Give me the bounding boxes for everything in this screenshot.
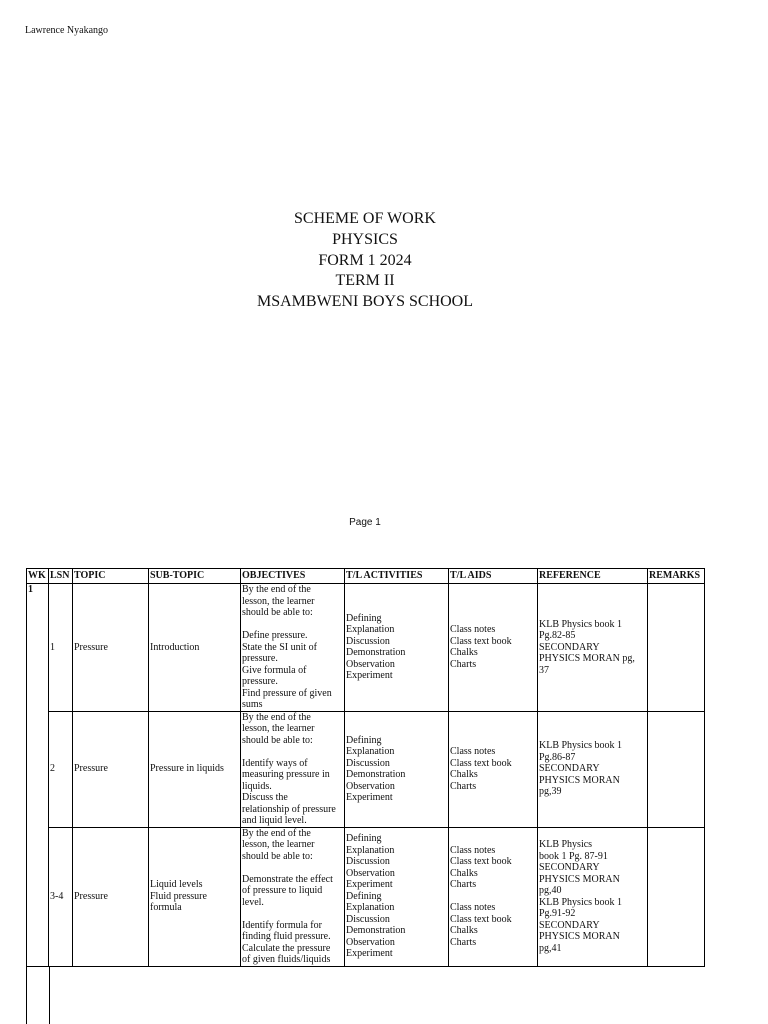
topic-cell: Pressure xyxy=(73,584,149,712)
page-number: Page 1 xyxy=(349,517,381,528)
objectives-cell-line: lesson, the learner xyxy=(242,723,315,734)
subtopic-cell: Introduction xyxy=(149,584,241,712)
header-activities: T/L ACTIVITIES xyxy=(345,569,449,584)
header-lsn: LSN xyxy=(49,569,73,584)
remarks-cell xyxy=(648,827,705,966)
objectives-cell-line: Demonstrate the effect xyxy=(242,873,333,885)
aids-cell xyxy=(449,584,538,712)
objectives-cell-line: Identify ways of xyxy=(242,757,308,769)
reference-cell-line: KLB Physics xyxy=(539,839,593,850)
objectives-cell-line: and liquid level. xyxy=(242,815,307,826)
objectives-cell-line: lesson, the learner xyxy=(242,839,315,850)
activities-cell-line: Demonstration xyxy=(346,925,406,937)
activities-cell-line: Observation xyxy=(346,780,395,792)
activities-cell-line: Defining xyxy=(346,612,382,624)
objectives-cell-line: By the end of the xyxy=(242,711,311,723)
reference-cell-line: pg,41 xyxy=(539,942,562,954)
table-row xyxy=(27,584,705,712)
table-row xyxy=(27,711,705,827)
reference-cell-line: Pg.82-85 xyxy=(539,630,576,641)
lesson-cell: 3-4 xyxy=(49,827,73,966)
activities-cell-line: Discussion xyxy=(346,757,390,769)
lesson-cell: 2 xyxy=(49,711,73,827)
aids-cell-line: Chalks xyxy=(450,867,478,879)
reference-cell xyxy=(538,711,648,827)
form-line: FORM 1 2024 xyxy=(318,251,412,269)
aids-cell-line: Chalks xyxy=(450,647,478,659)
activities-cell-line: Defining xyxy=(346,833,382,845)
remarks-cell xyxy=(648,711,705,827)
reference-cell-line: SECONDARY xyxy=(539,763,600,775)
activities-cell-line: Defining xyxy=(346,890,382,902)
aids-cell-line: Charts xyxy=(450,780,477,792)
activities-cell-line: Experiment xyxy=(346,792,393,803)
objectives-cell-line: Find pressure of given xyxy=(242,687,332,699)
objectives-cell-line: lesson, the learner xyxy=(242,595,315,607)
reference-cell-line: PHYSICS MORAN xyxy=(539,931,620,942)
objectives-cell-line: should be able to: xyxy=(242,850,313,862)
aids-cell-line: Class notes xyxy=(450,902,496,914)
term-line: TERM II xyxy=(335,272,395,290)
aids-cell-line: Class text book xyxy=(450,635,512,647)
activities-cell-line: Observation xyxy=(346,658,395,670)
reference-cell-line: Pg.91-92 xyxy=(539,908,576,919)
title-block xyxy=(0,209,730,313)
activities-cell-line: Explanation xyxy=(346,746,395,757)
activities-cell-line: Observation xyxy=(346,936,395,948)
reference-cell-line: PHYSICS MORAN xyxy=(539,774,620,786)
objectives-cell-line: should be able to: xyxy=(242,607,313,618)
aids-cell-line: Charts xyxy=(450,936,477,948)
remarks-cell xyxy=(648,584,705,712)
objectives-cell xyxy=(241,711,345,827)
table-row xyxy=(27,827,705,966)
scheme-of-work-table xyxy=(26,568,705,967)
activities-cell-line: Demonstration xyxy=(346,769,406,780)
activities-cell-line: Explanation xyxy=(346,624,395,636)
activities-cell-line: Demonstration xyxy=(346,647,406,659)
reference-cell-line: PHYSICS MORAN xyxy=(539,873,620,885)
objectives-cell-line: By the end of the xyxy=(242,827,311,839)
subtopic-cell-line: Liquid levels xyxy=(150,879,203,891)
aids-cell-line: Class notes xyxy=(450,624,496,636)
reference-cell-line: pg,39 xyxy=(539,786,562,798)
aids-cell xyxy=(449,711,538,827)
objectives-cell-line: Define pressure. xyxy=(242,630,308,641)
subtopic-cell-line: formula xyxy=(150,902,182,914)
table-continuation xyxy=(26,967,50,1024)
activities-cell-line: Defining xyxy=(346,734,382,746)
header-remarks: REMARKS xyxy=(648,569,705,584)
reference-cell-line: book 1 Pg. 87-91 xyxy=(539,850,608,862)
objectives-cell-line xyxy=(242,746,343,758)
header-reference: REFERENCE xyxy=(538,569,648,584)
reference-cell xyxy=(538,827,648,966)
reference-cell-line: PHYSICS MORAN pg, xyxy=(539,653,635,664)
reference-cell xyxy=(538,584,648,712)
activities-cell-line: Explanation xyxy=(346,844,395,856)
reference-cell-line: SECONDARY xyxy=(539,862,600,873)
subject-line: PHYSICS xyxy=(332,230,398,248)
week-cell: 1 xyxy=(27,584,49,967)
subtopic-cell-line: Fluid pressure xyxy=(150,890,207,902)
activities-cell xyxy=(345,711,449,827)
topic-cell: Pressure xyxy=(73,711,149,827)
school-line: MSAMBWENI BOYS SCHOOL xyxy=(256,293,474,311)
header-subtopic: SUB-TOPIC xyxy=(149,569,241,584)
objectives-cell-line: Give formula of xyxy=(242,664,307,676)
header-aids: T/L AIDS xyxy=(449,569,538,584)
objectives-cell-line: State the SI unit of xyxy=(242,641,317,653)
reference-cell-line: SECONDARY xyxy=(539,919,600,931)
header-wk: WK xyxy=(27,569,49,584)
objectives-cell-line: relationship of pressure xyxy=(242,803,336,815)
aids-cell-line: Class notes xyxy=(450,746,496,757)
reference-cell-line: SECONDARY xyxy=(539,641,600,653)
objectives-cell-line: Calculate the pressure xyxy=(242,942,331,954)
activities-cell-line: Explanation xyxy=(346,902,395,914)
aids-cell-line: Class text book xyxy=(450,913,512,925)
aids-cell-line: Charts xyxy=(450,879,477,891)
objectives-cell-line: pressure. xyxy=(242,676,278,687)
reference-cell-line: KLB Physics book 1 xyxy=(539,618,623,630)
objectives-cell-line: measuring pressure in xyxy=(242,769,330,780)
objectives-cell-line: sums xyxy=(242,699,263,710)
aids-cell-line: Chalks xyxy=(450,925,478,937)
objectives-cell xyxy=(241,827,345,966)
objectives-cell-line: should be able to: xyxy=(242,734,313,746)
activities-cell-line: Discussion xyxy=(346,856,390,868)
aids-cell-line: Charts xyxy=(450,658,477,670)
activities-cell-line: Experiment xyxy=(346,670,393,682)
activities-cell xyxy=(345,584,449,712)
aids-cell xyxy=(449,827,538,966)
activities-cell-line: Discussion xyxy=(346,635,390,647)
aids-cell-line: Class notes xyxy=(450,844,496,856)
objectives-cell-line: By the end of the xyxy=(242,584,311,595)
topic-cell: Pressure xyxy=(73,827,149,966)
document-author: Lawrence Nyakango xyxy=(25,25,109,36)
lesson-cell: 1 xyxy=(49,584,73,712)
subtopic-cell xyxy=(149,827,241,966)
header-topic: TOPIC xyxy=(73,569,149,584)
objectives-cell-line xyxy=(242,862,343,874)
objectives-cell-line: Identify formula for xyxy=(242,919,322,931)
objectives-cell-line xyxy=(242,619,343,631)
reference-cell-line: KLB Physics book 1 xyxy=(539,896,623,908)
aids-cell-line: Class text book xyxy=(450,757,512,769)
aids-cell-line: Chalks xyxy=(450,769,478,780)
objectives-cell-line: level. xyxy=(242,896,264,908)
title-line: SCHEME OF WORK xyxy=(294,210,436,227)
aids-cell-line xyxy=(450,891,536,903)
activities-cell-line: Discussion xyxy=(346,913,390,925)
objectives-cell-line: pressure. xyxy=(242,653,278,664)
reference-cell-line: KLB Physics book 1 xyxy=(539,740,623,752)
objectives-cell-line xyxy=(242,908,343,920)
activities-cell xyxy=(345,827,449,966)
aids-cell-line: Class text book xyxy=(450,856,512,868)
objectives-cell xyxy=(241,584,345,712)
header-objectives: OBJECTIVES xyxy=(241,569,345,584)
objectives-cell-line: Discuss the xyxy=(242,792,288,803)
activities-cell-line: Experiment xyxy=(346,948,393,960)
reference-cell-line: 37 xyxy=(539,664,549,676)
reference-cell-line: pg,40 xyxy=(539,885,562,896)
objectives-cell-line: of given fluids/liquids xyxy=(242,954,331,965)
activities-cell-line: Observation xyxy=(346,867,395,879)
table-header-row xyxy=(27,569,705,584)
subtopic-cell: Pressure in liquids xyxy=(149,711,241,827)
reference-cell-line: Pg.86-87 xyxy=(539,751,576,763)
activities-cell-line: Experiment xyxy=(346,879,393,891)
objectives-cell-line: finding fluid pressure. xyxy=(242,931,331,942)
objectives-cell-line: liquids. xyxy=(242,780,272,792)
objectives-cell-line: of pressure to liquid xyxy=(242,885,323,896)
